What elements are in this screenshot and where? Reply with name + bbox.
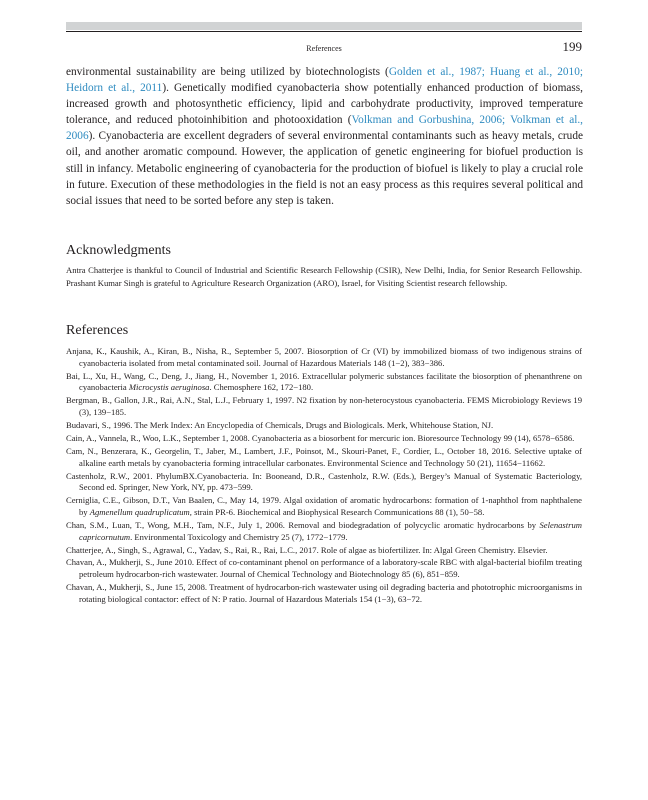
body-text-segment: ). Cyanobacteria are excellent degraders of several environmental contaminants such as heavy metals, crude oil, and another aromatic compound. However, the application of genetic engineering for biofuel production is still in infancy. Metabolic engineering of cyanobacteria for the production of biofuel is likely to play a crucial role in future. Execution of these methodologies in the field is not an easy process as this requires several political and social issues that need to be sorted before any step is taken. (66, 130, 583, 207)
reference-item: Bergman, B., Gallon, J.R., Rai, A.N., Stal, L.J., February 1, 1997. N2 fixation by non-heterocystous cyanobacteria. FEMS Microbiology Reviews 19 (3), 139−185. (66, 395, 582, 418)
acknowledgments-heading: Acknowledgments (66, 243, 171, 258)
running-head (66, 39, 582, 55)
reference-item: Bai, L., Xu, H., Wang, C., Deng, J., Jiang, H., November 1, 2016. Extracellular polymeric substances facilitate the biosorption of phenanthrene on cyanobacteria Microcystis aeruginosa. Chemosphere 162, 172−180. (66, 370, 582, 393)
page-number: 199 (562, 39, 582, 54)
citation-link[interactable]: Volkman and Gorbushina, 2006; Volkman et al., 2006 (66, 114, 584, 143)
body-text-segment: environmental sustainability are being utilized by biotechnologists ( (66, 66, 389, 78)
reference-item: Anjana, K., Kaushik, A., Kiran, B., Nisha, R., September 5, 2007. Biosorption of Cr (VI) by immobilized biomass of two indigenous strains of cyanobacteria isolated from metal contaminated soil. Journal of Hazardous Materials 148 (1−2), 383−386. (66, 346, 582, 368)
reference-list (66, 346, 582, 606)
body-text-segment: ). Genetically modified cyanobacteria show potentially enhanced production of biomass, increased growth and photosynthetic efficiency, lipid and carbohydrate productivity, improved temperature tolerance, and reduced photoinhibition and photooxidation ( (66, 82, 583, 127)
reference-item: Chavan, A., Mukherji, S., June 15, 2008. Treatment of hydrocarbon-rich wastewater using oil degrading bacteria and phototrophic microorganisms in rotating biological contactor: effect of N: P ratio. Journal of Hazardous Materials 154 (1−3), 63−72. (66, 582, 582, 604)
body-paragraph (66, 64, 583, 209)
acknowledgments-text: Antra Chatterjee is thankful to Council of Industrial and Scientific Research Fellowship (CSIR), New Delhi, India, for Senior Research Fellowship. Prashant Kumar Singh is grateful to Agriculture Research Organization (ARO), Israel, for Visiting Scientist research fellowship. (66, 265, 582, 289)
reference-item: Chan, S.M., Luan, T., Wong, M.H., Tam, N.F., July 1, 2006. Removal and biodegradation of polycyclic aromatic hydrocarbons by Selenastrum capricornutum. Environmental Toxicology and Chemistry 25 (7), 1772−1779. (66, 519, 582, 542)
reference-item: Cerniglia, C.E., Gibson, D.T., Van Baalen, C., May 14, 1979. Algal oxidation of aromatic hydrocarbons: formation of 1-naphthol from naphthalene by Agmenellum quadruplicatum, strain PR-6. Biochemical and Biophysical Research Communications 88 (1), 50−58. (66, 495, 582, 518)
running-title: References (306, 44, 342, 53)
reference-item: Cam, N., Benzerara, K., Georgelin, T., Jaber, M., Lambert, J.F., Poinsot, M., Skouri-Panet, F., Cordier, L., October 18, 2016. Selective uptake of alkaline earth metals by cyanobacteria forming intracellular carbonates. Environmental Science and Technology 50 (21), 11654−11662. (66, 445, 582, 468)
reference-item: Castenholz, R.W., 2001. PhylumBX.Cyanobacteria. In: Booneand, D.R., Castenholz, R.W. (Eds.), Bergey’s Manual of Systematic Bacteriology, Second ed. Springer, New York, NY, pp. 473−599. (66, 470, 582, 493)
references-heading: References (66, 323, 129, 338)
citation-link[interactable]: Golden et al., 1987; Huang et al., 2010; Heidorn et al., 2011 (66, 66, 583, 95)
header-rule (66, 31, 582, 32)
reference-item: Chavan, A., Mukherji, S., June 2010. Effect of co-contaminant phenol on performance of a laboratory-scale RBC with algal-bacterial biofilm treating petroleum hydrocarbon-rich wastewater. Journal of Chemical Technology and Biotechnology 85 (6), 851−859. (66, 557, 582, 580)
header-bar (66, 22, 582, 30)
reference-item: Chatterjee, A., Singh, S., Agrawal, C., Yadav, S., Rai, R., Rai, L.C., 2017. Role of algae as biofertilizer. In: Algal Green Chemistry. Elsevier. (66, 544, 548, 555)
reference-item: Cain, A., Vannela, R., Woo, L.K., September 1, 2008. Cyanobacteria as a biosorbent for mercuric ion. Bioresource Technology 99 (14), 6578−6586. (66, 432, 575, 443)
reference-item: Budavari, S., 1996. The Merk Index: An Encyclopedia of Chemicals, Drugs and Biologicals. Merk, Whitehouse Station, NJ. (66, 420, 494, 431)
